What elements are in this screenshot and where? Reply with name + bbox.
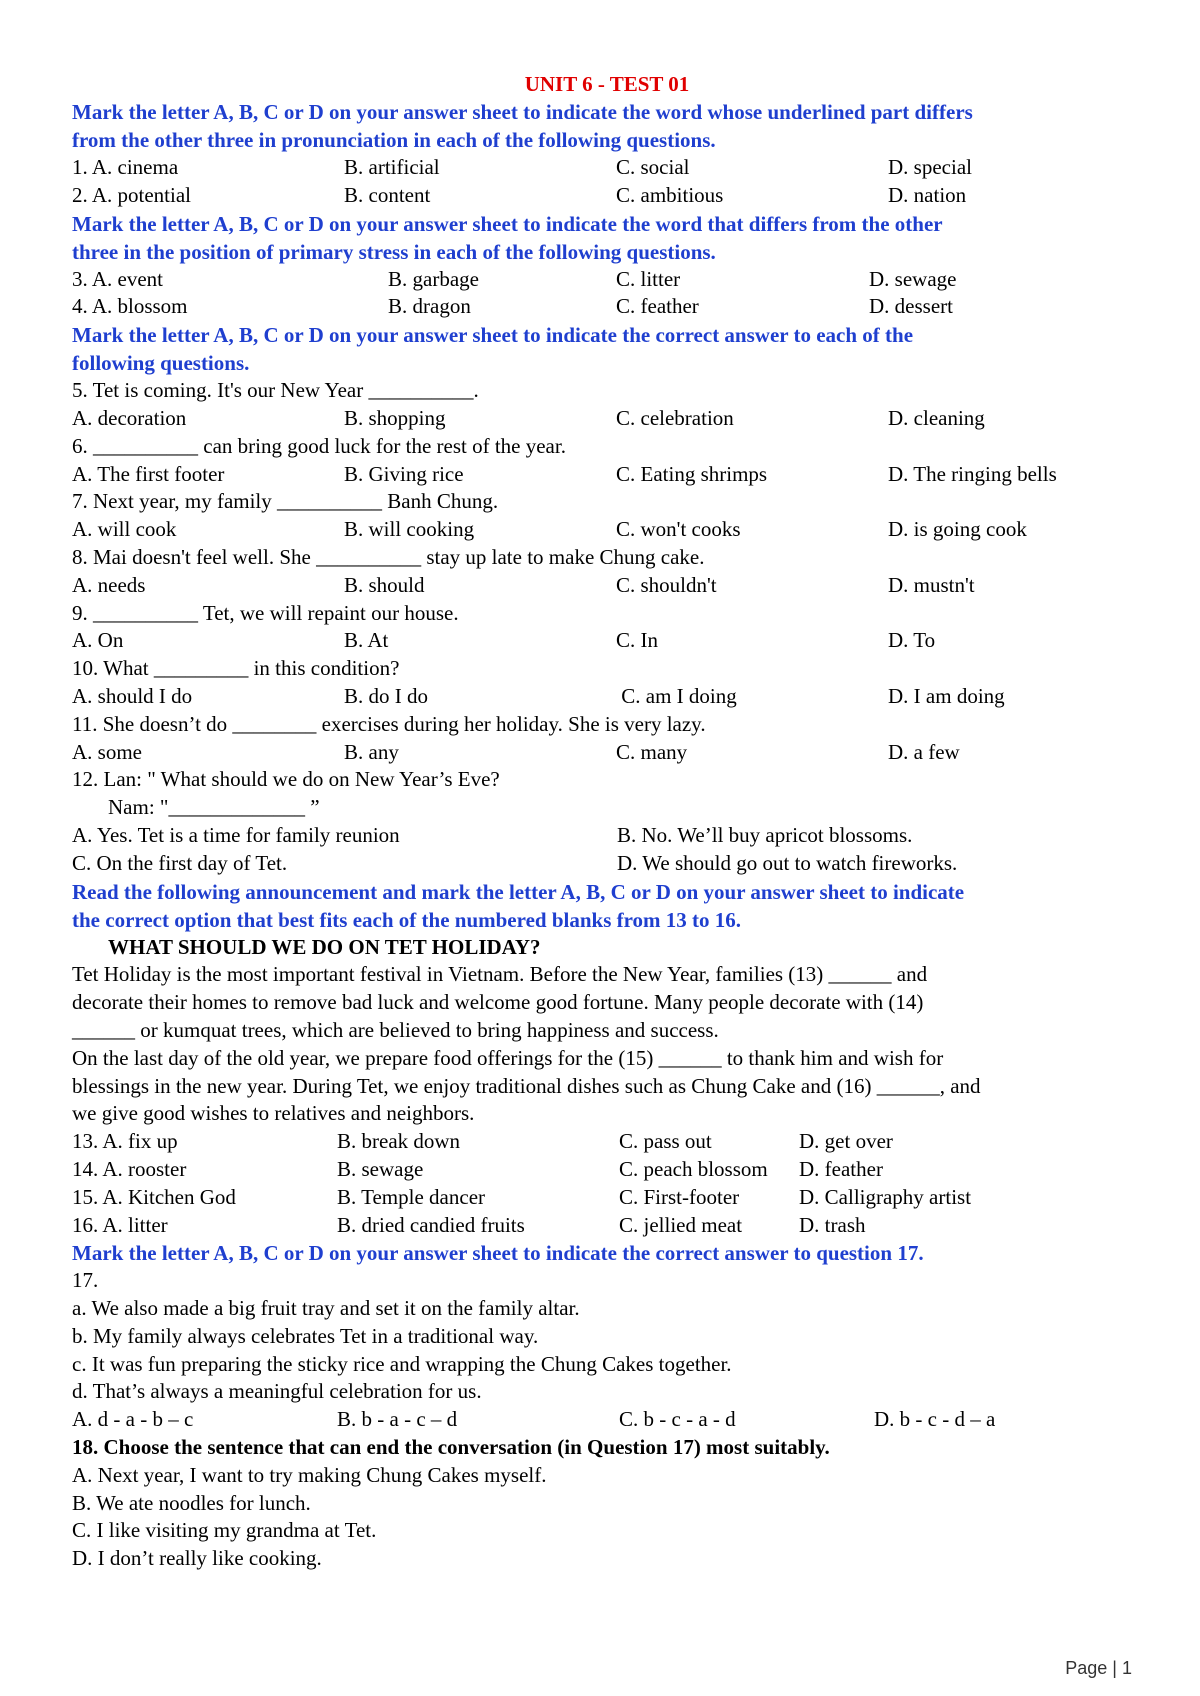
question-5-stem: 5. Tet is coming. It's our New Year __________.: [72, 378, 479, 403]
question-11-options: A. some B. any C. many D. a few: [72, 739, 960, 764]
reading-passage: Tet Holiday is the most important festival in Vietnam. Before the New Year, families (13) ______ and decorate their homes to remove bad luck and welcome good fortune. Many people decorate with (14) ______ or kumquat trees, which are believed to bring happiness and success. On the last day of the old year, we prepare food offerings for the (15) ______ to thank him and wish for blessings in the new year. During Tet, we enjoy traditional dishes such as Chung Cake and (16) ______, and we give good wishes to relatives and neighbors.: [72, 962, 981, 1126]
question-17-label: 17.: [72, 1268, 99, 1293]
question-9-stem: 9. __________ Tet, we will repaint our house.: [72, 600, 459, 625]
question-3: 3. A. event B. garbage C. litter D. sewage: [72, 266, 957, 291]
question-15: 15. A. Kitchen God B. Temple dancer C. First-footer D. Calligraphy artist: [72, 1184, 972, 1209]
page-number: Page | 1: [1065, 1658, 1132, 1678]
question-18-option-c: C. I like visiting my grandma at Tet.: [72, 1518, 377, 1543]
question-9-options: A. On B. At C. In D. To: [72, 628, 936, 653]
instruction-stress: Mark the letter A, B, C or D on your answer sheet to indicate the word that differs from the other three in the position of primary stress in each of the following questions.: [72, 211, 943, 264]
question-5-options: A. decoration B. shopping C. celebration D. cleaning: [72, 405, 985, 430]
question-7-stem: 7. Next year, my family __________ Banh Chung.: [72, 489, 499, 514]
instruction-pronunciation: Mark the letter A, B, C or D on your answer sheet to indicate the word whose underlined part differs from the other three in pronunciation in each of the following questions.: [72, 100, 973, 152]
instruction-grammar: Mark the letter A, B, C or D on your answer sheet to indicate the correct answer to each of the following questions.: [72, 323, 914, 376]
question-17-a: a. We also made a big fruit tray and set it on the family altar.: [72, 1296, 580, 1321]
passage-title: WHAT SHOULD WE DO ON TET HOLIDAY?: [108, 934, 541, 959]
question-6-stem: 6. __________ can bring good luck for the rest of the year.: [72, 433, 566, 458]
question-12-reply: Nam: "_____________ ”: [108, 795, 320, 820]
question-11-stem: 11. She doesn’t do ________ exercises during her holiday. She is very lazy.: [72, 711, 706, 736]
question-2: 2. A. potential B. content C. ambitious D. nation: [72, 182, 967, 207]
instruction-reading: Read the following announcement and mark the letter A, B, C or D on your answer sheet to indicate the correct option that best fits each of the numbered blanks from 13 to 16.: [72, 879, 965, 932]
question-12-options-cd: C. On the first day of Tet. D. We should go out to watch fireworks.: [72, 850, 958, 875]
question-10-stem: 10. What _________ in this condition?: [72, 656, 400, 681]
question-13: 13. A. fix up B. break down C. pass out D. get over: [72, 1129, 893, 1154]
question-18-option-d: D. I don’t really like cooking.: [72, 1546, 322, 1571]
question-8-options: A. needs B. should C. shouldn't D. mustn't: [72, 572, 975, 597]
question-16: 16. A. litter B. dried candied fruits C. jellied meat D. trash: [72, 1212, 866, 1237]
question-6-options: A. The first footer B. Giving rice C. Eating shrimps D. The ringing bells: [72, 461, 1057, 486]
instruction-ordering: Mark the letter A, B, C or D on your answer sheet to indicate the correct answer to question 17.: [72, 1241, 924, 1266]
question-17-d: d. That’s always a meaningful celebration for us.: [72, 1379, 482, 1404]
question-12-stem: 12. Lan: " What should we do on New Year’s Eve?: [72, 767, 500, 792]
question-7-options: A. will cook B. will cooking C. won't cooks D. is going cook: [72, 517, 1027, 542]
question-8-stem: 8. Mai doesn't feel well. She __________ stay up late to make Chung cake.: [72, 544, 705, 569]
question-18-stem: 18. Choose the sentence that can end the conversation (in Question 17) most suitably.: [72, 1435, 830, 1460]
question-18-option-b: B. We ate noodles for lunch.: [72, 1490, 311, 1515]
test-page: [72, 70, 1132, 1573]
question-17-c: c. It was fun preparing the sticky rice and wrapping the Chung Cakes together.: [72, 1351, 732, 1376]
question-12-options-ab: A. Yes. Tet is a time for family reunion B. No. We’ll buy apricot blossoms.: [72, 822, 913, 847]
question-10-options: A. should I do B. do I do C. am I doing D. I am doing: [72, 683, 1005, 708]
question-1: 1. A. cinema B. artificial C. social D. special: [72, 155, 972, 179]
question-18-option-a: A. Next year, I want to try making Chung Cakes myself.: [72, 1462, 547, 1487]
page-title: UNIT 6 - TEST 01: [524, 72, 690, 96]
question-4: 4. A. blossom B. dragon C. feather D. dessert: [72, 294, 953, 319]
question-14: 14. A. rooster B. sewage C. peach blossom D. feather: [72, 1156, 883, 1181]
question-17-options: A. d - a - b – c B. b - a - c – d C. b - c - a - d D. b - c - d – a: [72, 1407, 996, 1432]
question-17-b: b. My family always celebrates Tet in a traditional way.: [72, 1323, 539, 1348]
